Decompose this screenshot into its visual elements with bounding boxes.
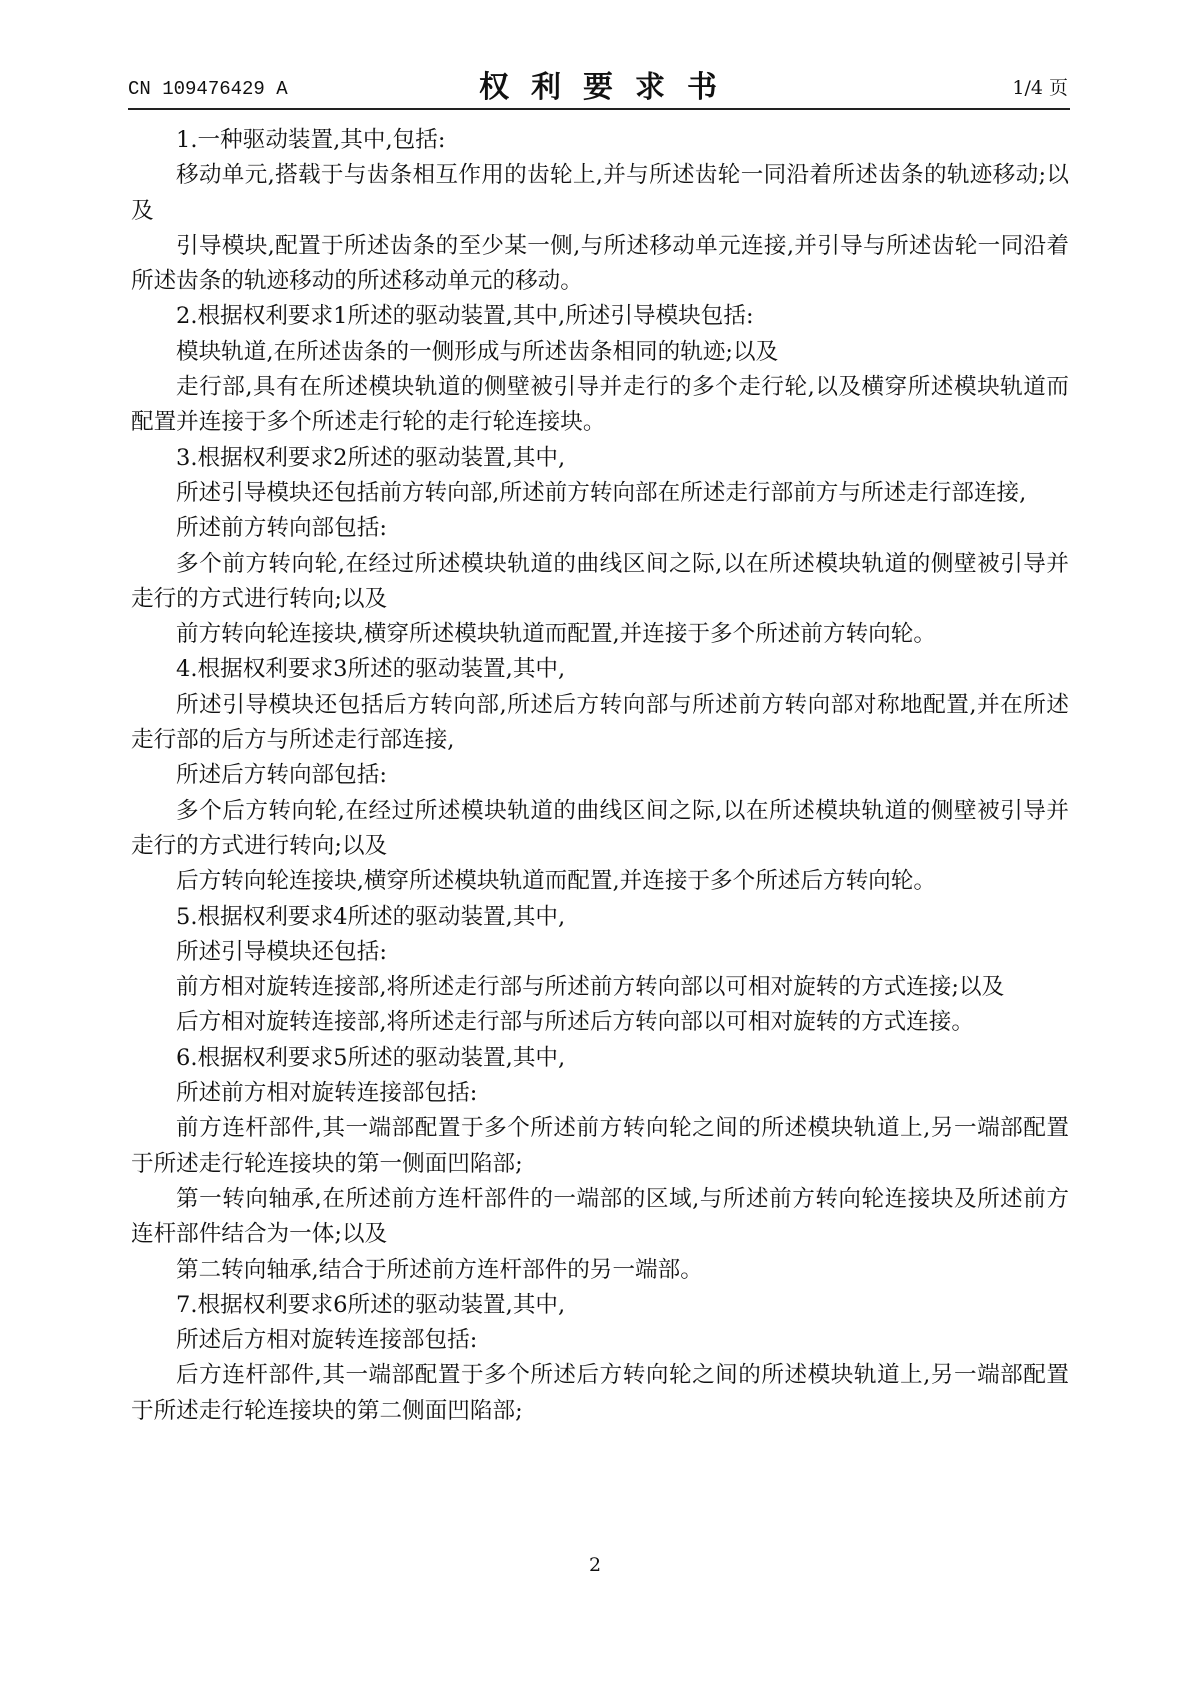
claim-paragraph: 5.根据权利要求4所述的驱动装置,其中, (176, 903, 566, 930)
claim-paragraph: 前方连杆部件,其一端部配置于多个所述前方转向轮之间的所述模块轨道上,另一端部配置于所述走行轮连接块的第一侧面凹陷部; (131, 1115, 1069, 1177)
claim-paragraph: 4.根据权利要求3所述的驱动装置,其中, (176, 656, 566, 683)
page-number: 2 (588, 1554, 602, 1576)
claim-paragraph: 1.一种驱动装置,其中,包括: (176, 127, 446, 153)
claim-paragraph: 后方转向轮连接块,横穿所述模块轨道而配置,并连接于多个所述后方转向轮。 (176, 868, 936, 895)
claim-paragraph: 所述后方相对旋转连接部包括: (176, 1327, 478, 1354)
claim-paragraph: 引导模块,配置于所述齿条的至少某一侧,与所述移动单元连接,并引导与所述齿轮一同沿着所述齿条的轨迹移动的所述移动单元的移动。 (131, 232, 1069, 295)
claim-paragraph: 多个前方转向轮,在经过所述模块轨道的曲线区间之际,以在所述模块轨道的侧壁被引导并走行的方式进行转向;以及 (131, 550, 1069, 612)
claim-paragraph: 所述引导模块还包括前方转向部,所述前方转向部在所述走行部前方与所述走行部连接, (176, 479, 1027, 506)
claim-paragraph: 第一转向轴承,在所述前方连杆部件的一端部的区域,与所述前方转向轮连接块及所述前方连杆部件结合为一体;以及 (131, 1185, 1069, 1248)
claim-paragraph: 6.根据权利要求5所述的驱动装置,其中, (176, 1044, 566, 1071)
claim-paragraph: 模块轨道,在所述齿条的一侧形成与所述齿条相同的轨迹;以及 (176, 338, 779, 365)
claim-paragraph: 所述引导模块还包括后方转向部,所述后方转向部与所述前方转向部对称地配置,并在所述走行部的后方与所述走行部连接, (131, 691, 1069, 754)
claim-paragraph: 移动单元,搭载于与齿条相互作用的齿轮上,并与所述齿轮一同沿着所述齿条的轨迹移动;以及 (131, 162, 1069, 224)
claim-paragraph: 后方连杆部件,其一端部配置于多个所述后方转向轮之间的所述模块轨道上,另一端部配置于所述走行轮连接块的第二侧面凹陷部; (131, 1362, 1069, 1424)
claims-body (131, 123, 1069, 1429)
claim-paragraph: 3.根据权利要求2所述的驱动装置,其中, (176, 444, 566, 471)
page-header (128, 62, 1068, 106)
document-title: 权利要求书 (479, 70, 739, 105)
claim-paragraph: 第二转向轴承,结合于所述前方连杆部件的另一端部。 (176, 1256, 703, 1283)
claim-paragraph: 2.根据权利要求1所述的驱动装置,其中,所述引导模块包括: (176, 303, 754, 330)
claim-paragraph: 所述引导模块还包括: (176, 938, 387, 965)
claim-paragraph: 所述前方相对旋转连接部包括: (176, 1080, 478, 1107)
claim-paragraph: 前方相对旋转连接部,将所述走行部与所述前方转向部以可相对旋转的方式连接;以及 (176, 974, 1005, 1001)
claim-paragraph: 前方转向轮连接块,横穿所述模块轨道而配置,并连接于多个所述前方转向轮。 (176, 621, 936, 648)
claim-paragraph: 7.根据权利要求6所述的驱动装置,其中, (176, 1291, 566, 1318)
claim-paragraph: 所述后方转向部包括: (176, 762, 387, 789)
claim-paragraph: 后方相对旋转连接部,将所述走行部与所述后方转向部以可相对旋转的方式连接。 (176, 1009, 974, 1036)
claim-paragraph: 走行部,具有在所述模块轨道的侧壁被引导并走行的多个走行轮,以及横穿所述模块轨道而配置并连接于多个所述走行轮的走行轮连接块。 (131, 374, 1069, 436)
page-count: 1/4 页 (1012, 77, 1068, 99)
claim-paragraph: 所述前方转向部包括: (176, 515, 387, 542)
header-rule (128, 108, 1070, 110)
claim-paragraph: 多个后方转向轮,在经过所述模块轨道的曲线区间之际,以在所述模块轨道的侧壁被引导并走行的方式进行转向;以及 (131, 797, 1069, 859)
publication-number: CN 109476429 A (128, 78, 288, 100)
